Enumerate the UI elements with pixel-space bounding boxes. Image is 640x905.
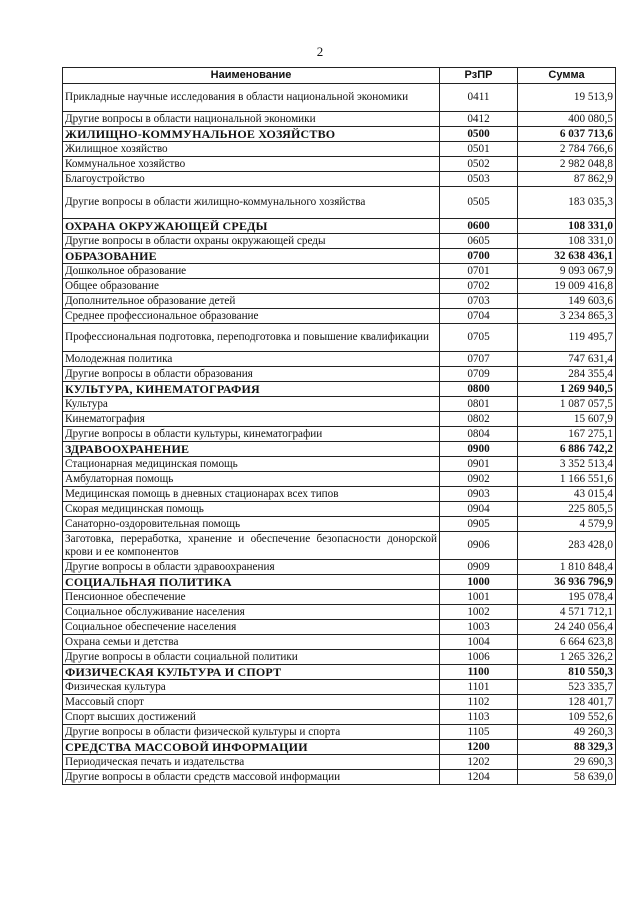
row-name-cell: Коммунальное хозяйство <box>63 157 440 172</box>
row-sum-cell: 1 810 848,4 <box>518 560 616 575</box>
table-row <box>63 157 616 172</box>
row-code-cell: 0500 <box>440 127 518 142</box>
row-sum-cell: 400 080,5 <box>518 112 616 127</box>
table-row <box>63 172 616 187</box>
row-sum-cell: 36 936 796,9 <box>518 575 616 590</box>
row-code-cell: 0701 <box>440 264 518 279</box>
row-name-cell: Другие вопросы в области охраны окружающей среды <box>63 234 440 249</box>
row-code-cell: 0900 <box>440 442 518 457</box>
row-name-cell: КУЛЬТУРА, КИНЕМАТОГРАФИЯ <box>63 382 440 397</box>
table-row <box>63 725 616 740</box>
table-row <box>63 755 616 770</box>
row-code-cell: 0707 <box>440 352 518 367</box>
row-name-cell: Другие вопросы в области национальной экономики <box>63 112 440 127</box>
row-name-cell: Культура <box>63 397 440 412</box>
row-name-cell: Спорт высших достижений <box>63 710 440 725</box>
budget-table <box>62 67 616 785</box>
row-sum-cell: 4 571 712,1 <box>518 605 616 620</box>
row-name-cell: Молодежная политика <box>63 352 440 367</box>
table-row <box>63 680 616 695</box>
row-name-cell: ФИЗИЧЕСКАЯ КУЛЬТУРА И СПОРТ <box>63 665 440 680</box>
row-code-cell: 1001 <box>440 590 518 605</box>
table-row <box>63 112 616 127</box>
row-code-cell: 1103 <box>440 710 518 725</box>
row-code-cell: 1000 <box>440 575 518 590</box>
row-code-cell: 0909 <box>440 560 518 575</box>
row-sum-cell: 43 015,4 <box>518 487 616 502</box>
row-code-cell: 0705 <box>440 324 518 352</box>
row-sum-cell: 1 265 326,2 <box>518 650 616 665</box>
row-name-cell: Общее образование <box>63 279 440 294</box>
row-sum-cell: 1 087 057,5 <box>518 397 616 412</box>
table-row <box>63 84 616 112</box>
row-name-cell: СОЦИАЛЬНАЯ ПОЛИТИКА <box>63 575 440 590</box>
row-sum-cell: 6 886 742,2 <box>518 442 616 457</box>
row-sum-cell: 109 552,6 <box>518 710 616 725</box>
row-name-cell: Жилищное хозяйство <box>63 142 440 157</box>
row-code-cell: 0901 <box>440 457 518 472</box>
table-row <box>63 770 616 785</box>
row-name-cell: ОБРАЗОВАНИЕ <box>63 249 440 264</box>
table-row <box>63 605 616 620</box>
row-name-cell: Другие вопросы в области средств массовой информации <box>63 770 440 785</box>
table-row <box>63 234 616 249</box>
table-row <box>63 309 616 324</box>
row-sum-cell: 6 037 713,6 <box>518 127 616 142</box>
row-code-cell: 0502 <box>440 157 518 172</box>
row-sum-cell: 2 982 048,8 <box>518 157 616 172</box>
row-sum-cell: 3 352 513,4 <box>518 457 616 472</box>
section-row <box>63 575 616 590</box>
row-sum-cell: 108 331,0 <box>518 219 616 234</box>
table-row <box>63 367 616 382</box>
table-row <box>63 324 616 352</box>
row-code-cell: 1105 <box>440 725 518 740</box>
row-sum-cell: 523 335,7 <box>518 680 616 695</box>
row-name-cell: ЖИЛИЩНО-КОММУНАЛЬНОЕ ХОЗЯЙСТВО <box>63 127 440 142</box>
section-row <box>63 442 616 457</box>
row-name-cell: Другие вопросы в области физической культуры и спорта <box>63 725 440 740</box>
row-name-cell: Периодическая печать и издательства <box>63 755 440 770</box>
table-row <box>63 487 616 502</box>
row-sum-cell: 58 639,0 <box>518 770 616 785</box>
row-code-cell: 0505 <box>440 187 518 219</box>
section-row <box>63 740 616 755</box>
row-code-cell: 0709 <box>440 367 518 382</box>
row-code-cell: 0605 <box>440 234 518 249</box>
row-name-cell: Прикладные научные исследования в области национальной экономики <box>63 84 440 112</box>
section-row <box>63 382 616 397</box>
row-code-cell: 1200 <box>440 740 518 755</box>
row-code-cell: 0903 <box>440 487 518 502</box>
row-code-cell: 0702 <box>440 279 518 294</box>
header-name: Наименование <box>63 68 440 84</box>
row-name-cell: СРЕДСТВА МАССОВОЙ ИНФОРМАЦИИ <box>63 740 440 755</box>
table-row <box>63 472 616 487</box>
row-name-cell: Другие вопросы в области социальной политики <box>63 650 440 665</box>
row-code-cell: 0905 <box>440 517 518 532</box>
row-sum-cell: 19 513,9 <box>518 84 616 112</box>
row-sum-cell: 149 603,6 <box>518 294 616 309</box>
row-sum-cell: 810 550,3 <box>518 665 616 680</box>
row-code-cell: 0906 <box>440 532 518 560</box>
row-sum-cell: 195 078,4 <box>518 590 616 605</box>
row-name-cell: Санаторно-оздоровительная помощь <box>63 517 440 532</box>
table-row <box>63 635 616 650</box>
row-sum-cell: 24 240 056,4 <box>518 620 616 635</box>
row-sum-cell: 119 495,7 <box>518 324 616 352</box>
row-name-cell: Физическая культура <box>63 680 440 695</box>
row-sum-cell: 2 784 766,6 <box>518 142 616 157</box>
row-code-cell: 0412 <box>440 112 518 127</box>
row-name-cell: ЗДРАВООХРАНЕНИЕ <box>63 442 440 457</box>
row-sum-cell: 29 690,3 <box>518 755 616 770</box>
table-row <box>63 397 616 412</box>
table-row <box>63 412 616 427</box>
page-number: 2 <box>316 44 324 59</box>
row-code-cell: 0802 <box>440 412 518 427</box>
row-sum-cell: 225 805,5 <box>518 502 616 517</box>
row-sum-cell: 88 329,3 <box>518 740 616 755</box>
table-row <box>63 294 616 309</box>
section-row <box>63 249 616 264</box>
row-code-cell: 1002 <box>440 605 518 620</box>
section-row <box>63 219 616 234</box>
row-code-cell: 0600 <box>440 219 518 234</box>
row-sum-cell: 284 355,4 <box>518 367 616 382</box>
row-code-cell: 0411 <box>440 84 518 112</box>
row-name-cell: Профессиональная подготовка, переподготовка и повышение квалификации <box>63 324 440 352</box>
row-sum-cell: 19 009 416,8 <box>518 279 616 294</box>
table-row <box>63 187 616 219</box>
table-row <box>63 695 616 710</box>
row-code-cell: 1004 <box>440 635 518 650</box>
row-name-cell: Другие вопросы в области здравоохранения <box>63 560 440 575</box>
header-sum: Сумма <box>518 68 616 84</box>
table-row <box>63 264 616 279</box>
row-sum-cell: 32 638 436,1 <box>518 249 616 264</box>
header-code: РзПР <box>440 68 518 84</box>
row-name-cell: Другие вопросы в области культуры, кинематографии <box>63 427 440 442</box>
row-sum-cell: 183 035,3 <box>518 187 616 219</box>
row-code-cell: 0804 <box>440 427 518 442</box>
row-name-cell: Стационарная медицинская помощь <box>63 457 440 472</box>
row-name-cell: Другие вопросы в области жилищно-коммунального хозяйства <box>63 187 440 219</box>
row-name-cell: Дополнительное образование детей <box>63 294 440 309</box>
row-code-cell: 0800 <box>440 382 518 397</box>
row-code-cell: 1204 <box>440 770 518 785</box>
table-row <box>63 502 616 517</box>
row-name-cell: Амбулаторная помощь <box>63 472 440 487</box>
row-code-cell: 0501 <box>440 142 518 157</box>
row-sum-cell: 6 664 623,8 <box>518 635 616 650</box>
row-sum-cell: 3 234 865,3 <box>518 309 616 324</box>
table-row <box>63 427 616 442</box>
table-row <box>63 517 616 532</box>
row-name-cell: Заготовка, переработка, хранение и обеспечение безопасности донорской крови и ее компонентов <box>63 532 440 560</box>
row-code-cell: 0902 <box>440 472 518 487</box>
table-row <box>63 650 616 665</box>
table-row <box>63 457 616 472</box>
table-row <box>63 590 616 605</box>
row-name-cell: Социальное обслуживание населения <box>63 605 440 620</box>
row-name-cell: Среднее профессиональное образование <box>63 309 440 324</box>
row-code-cell: 1202 <box>440 755 518 770</box>
table-row <box>63 279 616 294</box>
section-row <box>63 665 616 680</box>
row-sum-cell: 4 579,9 <box>518 517 616 532</box>
row-sum-cell: 9 093 067,9 <box>518 264 616 279</box>
row-code-cell: 1100 <box>440 665 518 680</box>
row-name-cell: Благоустройство <box>63 172 440 187</box>
table-row <box>63 352 616 367</box>
row-code-cell: 0704 <box>440 309 518 324</box>
row-code-cell: 1003 <box>440 620 518 635</box>
row-name-cell: Медицинская помощь в дневных стационарах всех типов <box>63 487 440 502</box>
row-sum-cell: 108 331,0 <box>518 234 616 249</box>
row-name-cell: ОХРАНА ОКРУЖАЮЩЕЙ СРЕДЫ <box>63 219 440 234</box>
row-name-cell: Социальное обеспечение населения <box>63 620 440 635</box>
row-sum-cell: 283 428,0 <box>518 532 616 560</box>
table-header-row <box>63 68 616 84</box>
row-sum-cell: 15 607,9 <box>518 412 616 427</box>
table-row <box>63 560 616 575</box>
row-sum-cell: 167 275,1 <box>518 427 616 442</box>
row-code-cell: 0703 <box>440 294 518 309</box>
section-row <box>63 127 616 142</box>
table-row <box>63 620 616 635</box>
row-name-cell: Скорая медицинская помощь <box>63 502 440 517</box>
row-sum-cell: 49 260,3 <box>518 725 616 740</box>
row-name-cell: Охрана семьи и детства <box>63 635 440 650</box>
row-code-cell: 0801 <box>440 397 518 412</box>
row-name-cell: Кинематография <box>63 412 440 427</box>
row-name-cell: Другие вопросы в области образования <box>63 367 440 382</box>
row-name-cell: Пенсионное обеспечение <box>63 590 440 605</box>
row-name-cell: Массовый спорт <box>63 695 440 710</box>
row-code-cell: 0503 <box>440 172 518 187</box>
row-code-cell: 1102 <box>440 695 518 710</box>
row-sum-cell: 1 269 940,5 <box>518 382 616 397</box>
row-code-cell: 1101 <box>440 680 518 695</box>
row-sum-cell: 747 631,4 <box>518 352 616 367</box>
row-code-cell: 1006 <box>440 650 518 665</box>
row-sum-cell: 1 166 551,6 <box>518 472 616 487</box>
table-row <box>63 532 616 560</box>
row-sum-cell: 128 401,7 <box>518 695 616 710</box>
table-body <box>63 84 616 785</box>
row-code-cell: 0904 <box>440 502 518 517</box>
row-name-cell: Дошкольное образование <box>63 264 440 279</box>
row-sum-cell: 87 862,9 <box>518 172 616 187</box>
table-row <box>63 710 616 725</box>
row-code-cell: 0700 <box>440 249 518 264</box>
table-row <box>63 142 616 157</box>
